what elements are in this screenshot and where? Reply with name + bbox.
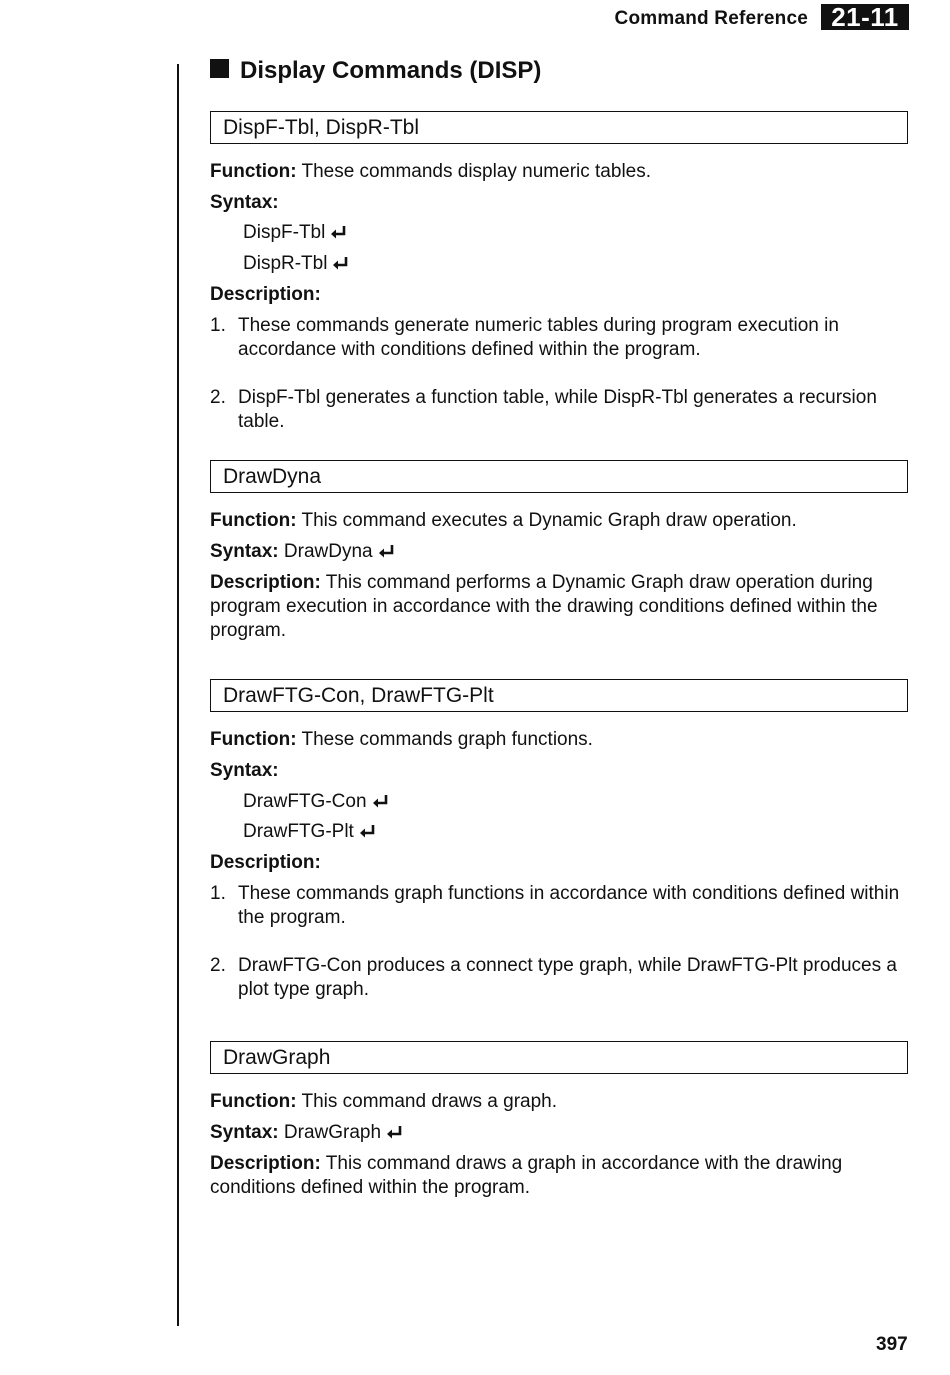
- page-number: 397: [876, 1334, 908, 1355]
- syntax-line: DispR-Tbl: [210, 252, 908, 276]
- list-item: 2. DrawFTG-Con produces a connect type graph, while DrawFTG-Plt produces a plot type graph.: [210, 955, 897, 1000]
- list-item: 2. DispF-Tbl generates a function table, while DispR-Tbl generates a recursion table.: [210, 387, 877, 432]
- command-name-box: DrawFTG-Con, DrawFTG-Plt: [210, 679, 908, 712]
- function-text: These commands display numeric tables.: [296, 161, 652, 182]
- command-name-box: DrawGraph: [210, 1041, 908, 1074]
- running-header-title: Command Reference: [614, 8, 808, 29]
- list-item: 1. These commands graph functions in accordance with conditions defined within the program.: [210, 883, 900, 928]
- chapter-badge: 21-11: [821, 4, 909, 30]
- description-label: Description:: [210, 284, 321, 305]
- function-line: Function: These commands graph functions.: [210, 729, 593, 750]
- function-line: Function: This command executes a Dynamic Graph draw operation.: [210, 510, 797, 531]
- enter-return-icon: [386, 1125, 403, 1139]
- syntax-line: DrawFTG-Plt: [210, 820, 908, 844]
- list-item: 1. These commands generate numeric tables during program execution in accordance with conditions defined within the program.: [210, 315, 839, 360]
- syntax-line: DispF-Tbl: [210, 221, 908, 245]
- entry-drawgraph: [210, 1041, 908, 1200]
- margin-rule: [177, 64, 179, 1326]
- square-bullet-icon: [210, 59, 229, 78]
- description-label: Description:: [210, 852, 321, 873]
- enter-return-icon: [372, 794, 389, 808]
- section-heading: [210, 57, 541, 85]
- description-line: Description: This command performs a Dynamic Graph draw operation during program execution in accordance with the drawing conditions defined within the program.: [210, 572, 878, 641]
- function-line: [210, 160, 908, 184]
- entry-dispf-tbl: [210, 111, 908, 434]
- enter-return-icon: [332, 256, 349, 270]
- syntax-label: Syntax:: [210, 760, 279, 781]
- syntax-line: Syntax: DrawDyna: [210, 540, 908, 564]
- function-line: Function: This command draws a graph.: [210, 1091, 558, 1112]
- command-name-box: DispF-Tbl, DispR-Tbl: [210, 111, 908, 144]
- syntax-line: Syntax: DrawGraph: [210, 1121, 908, 1145]
- description-line: Description: This command draws a graph in accordance with the drawing conditions defined within the program.: [210, 1153, 843, 1198]
- syntax-line: DrawFTG-Con: [210, 790, 908, 814]
- entry-drawftg: [210, 679, 908, 1002]
- enter-return-icon: [359, 824, 376, 838]
- entry-drawdyna: [210, 460, 908, 643]
- syntax-label: Syntax:: [210, 192, 279, 213]
- function-label: Function:: [210, 161, 297, 182]
- enter-return-icon: [378, 544, 395, 558]
- command-name-box: DrawDyna: [210, 460, 908, 493]
- section-title: Display Commands (DISP): [240, 57, 542, 84]
- enter-return-icon: [330, 225, 347, 239]
